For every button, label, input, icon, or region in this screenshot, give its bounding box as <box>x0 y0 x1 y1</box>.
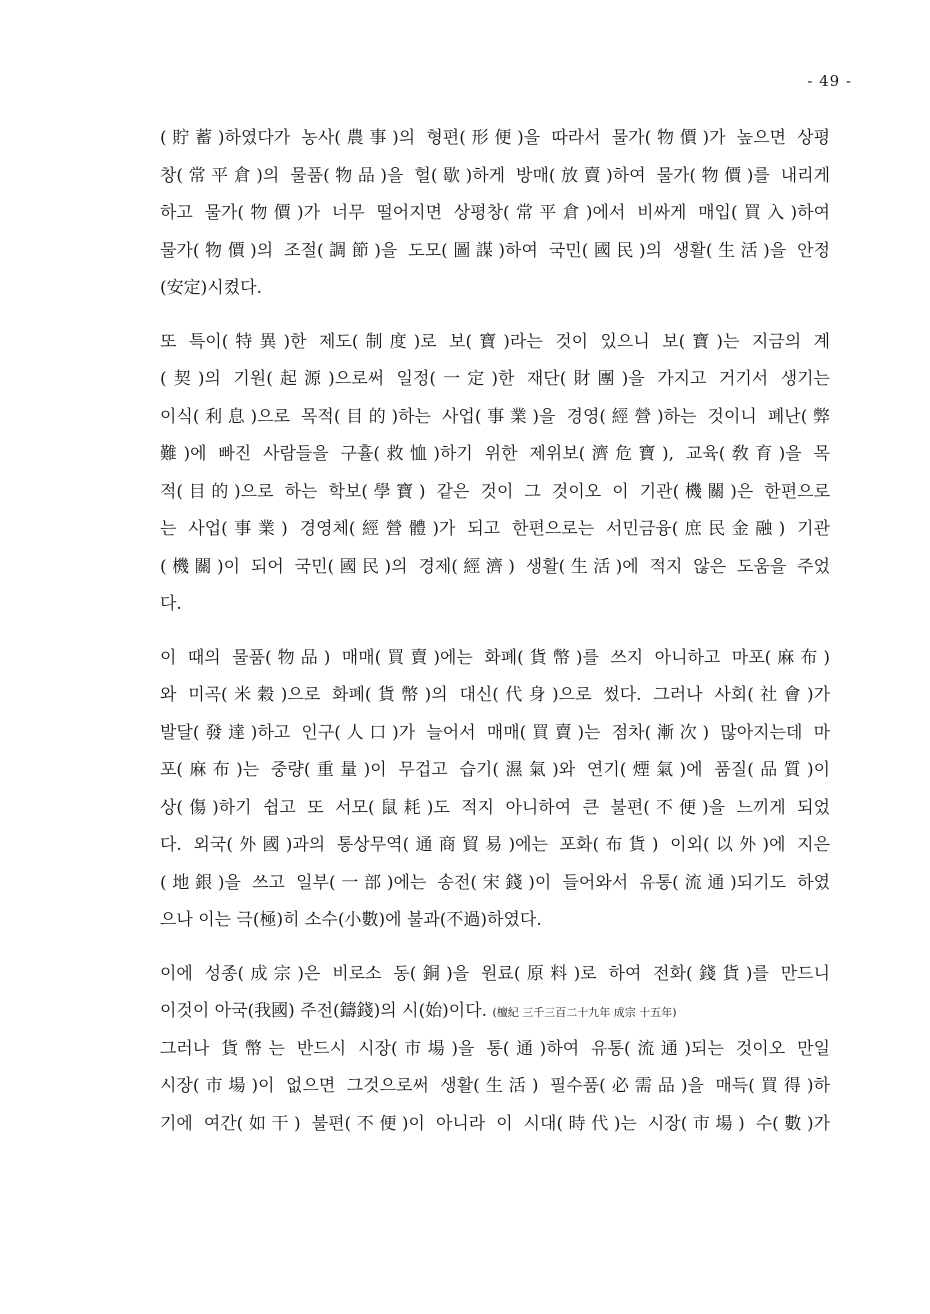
page-number: - 49 - <box>807 72 852 90</box>
text-line: 하고 물가(物價)가 너무 떨어지면 상평창(常平倉)에서 비싸게 매입(買入)하여 <box>160 203 830 223</box>
text-line: 이것이 아국(我國) 주전(鑄錢)의 시(始)이다. <box>160 1001 488 1021</box>
text-line: 발달(發達)하고 인구(人口)가 늘어서 매매(買賣)는 점차(漸次) 많아지는데 마 <box>160 722 830 743</box>
text-line: 는 사업(事業) 경영체(經營體)가 되고 한편으로는 서민금융(庶民金融) 기관 <box>160 519 830 539</box>
text-line: 다. 외국(外國)과의 통상무역(通商貿易)에는 포화(布貨) 이외(以外)에 지은 <box>160 835 830 855</box>
text-line: (貯蓄)하였다가 농사(農事)의 형편(形便)을 따라서 물가(物價)가 높으면 상평 <box>160 128 830 148</box>
text-line: (安定)시켰다. <box>160 278 262 298</box>
text-line: 적(目的)으로 하는 학보(學寶) 같은 것이 그 것이오 이 기관(機關)은 한편으로 <box>160 481 830 502</box>
text-line: (契)의 기원(起源)으로써 일정(一定)한 재단(財團)을 가지고 거기서 생기는 <box>160 369 830 389</box>
text-line: 이에 성종(成宗)은 비로소 동(銅)을 원료(原料)로 하여 전화(錢貨)를 만드니 <box>160 963 830 984</box>
text-line: 포(麻布)는 중량(重量)이 무겁고 습기(濕氣)와 연기(煙氣)에 품질(品質)이 <box>160 760 830 780</box>
paragraph-1 <box>160 120 830 308</box>
text-line: 창(常平倉)의 물품(物品)을 헐(歇)하게 방매(放賣)하여 물가(物價)를 내리게 <box>160 165 830 186</box>
text-line: 難)에 빠진 사람들을 구휼(救恤)하기 위한 제위보(濟危寶), 교육(敎育)을 목 <box>160 444 830 464</box>
text-line: 이 때의 물품(物品) 매매(買賣)에는 화폐(貨幣)를 쓰지 아니하고 마포(麻布) <box>160 647 830 668</box>
paragraph-3 <box>160 640 830 940</box>
text-line: 그러나 貨幣는 반드시 시장(市場)을 통(通)하여 유통(流通)되는 것이오 만일 <box>160 1038 830 1059</box>
text-line: (地銀)을 쓰고 일부(一部)에는 송전(宋錢)이 들어와서 유통(流通)되기도 하였 <box>160 872 830 893</box>
text-line: 으나 이는 극(極)히 소수(小數)에 불과(不過)하였다. <box>160 910 542 930</box>
text-line: 이식(利息)으로 목적(目的)하는 사업(事業)을 경영(經營)하는 것이니 폐난(弊 <box>160 406 830 427</box>
text-line: 물가(物價)의 조절(調節)을 도모(圖謀)하여 국민(國民)의 생활(生活)을 안정 <box>160 240 830 261</box>
text-line: 또 특이(特異)한 제도(制度)로 보(寶)라는 것이 있으니 보(寶)는 지금의 계 <box>160 331 830 352</box>
text-line: (機關)이 되어 국민(國民)의 경제(經濟) 생활(生活)에 적지 않은 도움을 주었 <box>160 556 830 577</box>
text-line-with-note <box>160 993 830 1031</box>
text-line: 상(傷)하기 쉽고 또 서모(鼠耗)도 적지 아니하여 큰 불편(不便)을 느끼게 되었 <box>160 797 830 818</box>
date-note: (檀紀 三千三百二十九年 成宗 十五年) <box>492 1006 677 1019</box>
text-line: 와 미곡(米穀)으로 화폐(貨幣)의 대신(代身)으로 썼다. 그러나 사회(社會)가 <box>160 685 830 705</box>
paragraph-2 <box>160 324 830 624</box>
text-line: 다. <box>160 594 182 614</box>
text-line: 기에 여간(如干) 불편(不便)이 아니라 이 시대(時代)는 시장(市場) 수(數)가 <box>160 1113 830 1134</box>
body-text <box>160 120 830 1159</box>
text-line: 시장(市場)이 없으면 그것으로써 생활(生活) 필수품(必需品)을 매득(買得)하 <box>160 1076 830 1096</box>
paragraph-4 <box>160 956 830 1144</box>
